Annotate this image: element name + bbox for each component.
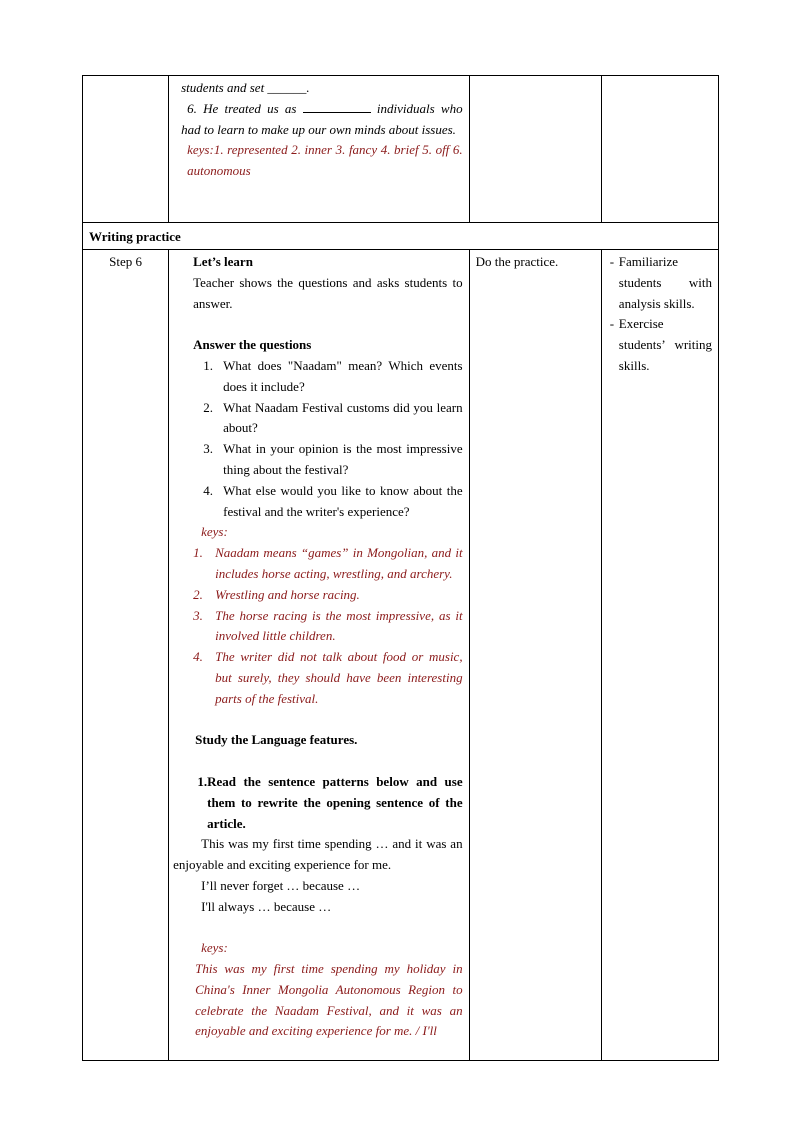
lets-learn-heading: Let’s learn	[193, 254, 253, 269]
study-heading: Study the Language features.	[195, 732, 358, 748]
list-item: 2. Wrestling and horse racing.	[193, 586, 360, 602]
task-text: Read the sentence patterns below and use them to rewrite the opening sentence of the article.	[207, 773, 463, 831]
key-2: 2. inner	[291, 142, 332, 158]
key-6: 6. autonomous	[187, 142, 463, 179]
task-number: 1.	[197, 773, 208, 789]
empty-step-cell	[83, 76, 169, 223]
exercise-line-5: students and set ______.	[181, 80, 310, 95]
answer-keys-label: keys:	[201, 524, 228, 540]
sentence-pattern-1: This was my first time spending … and it was an enjoyable and exciting experience for me.	[173, 836, 463, 873]
list-item: 4. The writer did not talk about food or music, but surely, they should have been interesting parts of the festival.	[193, 649, 463, 706]
vocab-row	[83, 76, 719, 223]
step-label: Step 6	[83, 250, 169, 1061]
list-item: 3. What in your opinion is the most impressive thing about the festival?	[203, 441, 463, 477]
key-3: 3. fancy	[335, 142, 378, 158]
rewrite-key-answer: This was my first time spending my holiday in China's Inner Mongolia Autonomous Region to celebrate the Naadam Festival, and it was an enjoyable and exciting experience for me. / I'll	[195, 961, 463, 1039]
step-6-row	[83, 250, 719, 1061]
lesson-plan-table	[82, 75, 719, 1061]
answer-heading: Answer the questions	[193, 337, 312, 353]
teacher-instruction: Teacher shows the questions and asks students to answer.	[193, 274, 463, 311]
key-4: 4. brief	[380, 142, 419, 158]
student-activity-cell: Do the practice.	[469, 250, 601, 1061]
question-6-end: individuals who had to learn to make up our own minds about issues.	[181, 100, 463, 137]
purpose-item: - Exercise students’ writing skills.	[609, 316, 712, 373]
purpose-item: - Familiarize students with analysis skills.	[609, 254, 712, 311]
list-item: 4. What else would you like to know about the festival and the writer's experience?	[203, 482, 463, 519]
empty-activity-cell	[469, 76, 601, 223]
answer-blank	[303, 100, 371, 113]
list-item: 3. The horse racing is the most impressive, as it involved little children.	[193, 607, 463, 644]
answer-key-list	[181, 543, 462, 709]
vocab-keys	[181, 140, 462, 182]
keys-label: keys:	[187, 142, 214, 158]
question-6-start: 6. He treated us as	[187, 100, 297, 116]
empty-purpose-cell	[601, 76, 718, 223]
step-content-cell	[169, 250, 469, 1061]
list-item: 1. Naadam means “games” in Mongolian, and it includes horse acting, wrestling, and archery.	[193, 545, 463, 581]
sentence-pattern-2: I’ll never forget … because …	[201, 877, 361, 893]
section-header-row	[83, 223, 719, 250]
question-list	[193, 356, 462, 522]
exercise-question-6	[181, 99, 462, 141]
key-1: 1. represented	[213, 142, 288, 158]
key-5: 5. off	[422, 142, 450, 158]
rewrite-keys-label: keys:	[201, 940, 228, 956]
vocab-exercise-cell	[169, 76, 469, 223]
sentence-pattern-3: I'll always … because …	[201, 898, 332, 914]
section-title: Writing practice	[83, 223, 719, 250]
list-item: 2. What Naadam Festival customs did you learn about?	[203, 399, 463, 436]
list-item: 1. What does "Naadam" mean? Which events does it include?	[203, 357, 463, 394]
sentence-task	[181, 772, 462, 834]
purpose-cell	[601, 250, 718, 1061]
